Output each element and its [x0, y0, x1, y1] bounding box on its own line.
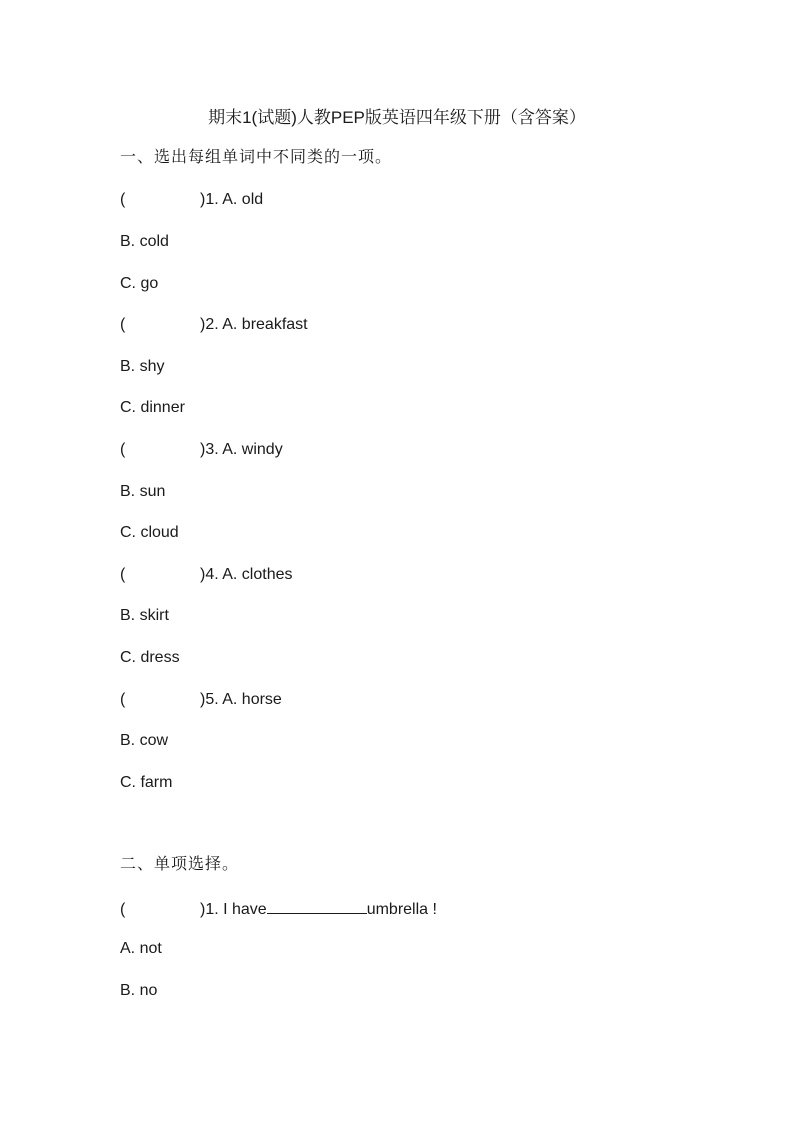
question-3-line — [120, 440, 283, 460]
answer-paren: ( — [120, 191, 126, 208]
question-1-line — [120, 190, 263, 210]
question-5-option-c: C. farm — [120, 774, 173, 791]
question-5-option-b: B. cow — [120, 732, 169, 749]
question-2-option-a: )2. A. breakfast — [200, 316, 308, 333]
question-5-option-a: )5. A. horse — [200, 691, 282, 708]
section-2-question-1-option-a: A. not — [120, 940, 162, 957]
question-5-line — [120, 690, 282, 710]
question-4-line — [120, 565, 293, 585]
answer-paren: ( — [120, 566, 126, 583]
question-4-option-a: )4. A. clothes — [200, 566, 293, 583]
question-2-line — [120, 315, 308, 335]
answer-paren: ( — [120, 316, 126, 333]
section-2-question-1-option-b: B. no — [120, 982, 158, 999]
answer-paren: ( — [120, 691, 126, 708]
question-4-option-c: C. dress — [120, 649, 180, 666]
question-1-option-c: C. go — [120, 275, 159, 292]
answer-paren: ( — [120, 441, 126, 458]
question-2-option-c: C. dinner — [120, 399, 185, 416]
question-1-option-a: )1. A. old — [200, 191, 264, 208]
document-title: 期末1(试题)人教PEP版英语四年级下册（含答案） — [208, 108, 586, 127]
section-2-question-1-line — [120, 898, 437, 920]
section-2-heading: 二、单项选择。 — [120, 856, 240, 873]
question-3-option-a: )3. A. windy — [200, 441, 283, 458]
fill-in-blank — [267, 898, 367, 914]
section-2-question-1-stem-after: umbrella ! — [366, 901, 437, 918]
question-2-option-b: B. shy — [120, 358, 165, 375]
answer-paren: ( — [120, 901, 126, 918]
question-4-option-b: B. skirt — [120, 607, 169, 624]
section-1-heading: 一、选出每组单词中不同类的一项。 — [120, 149, 393, 166]
question-3-option-c: C. cloud — [120, 524, 179, 541]
question-3-option-b: B. sun — [120, 483, 166, 500]
question-1-option-b: B. cold — [120, 233, 169, 250]
section-2-question-1-stem-before: )1. I have — [200, 901, 267, 918]
